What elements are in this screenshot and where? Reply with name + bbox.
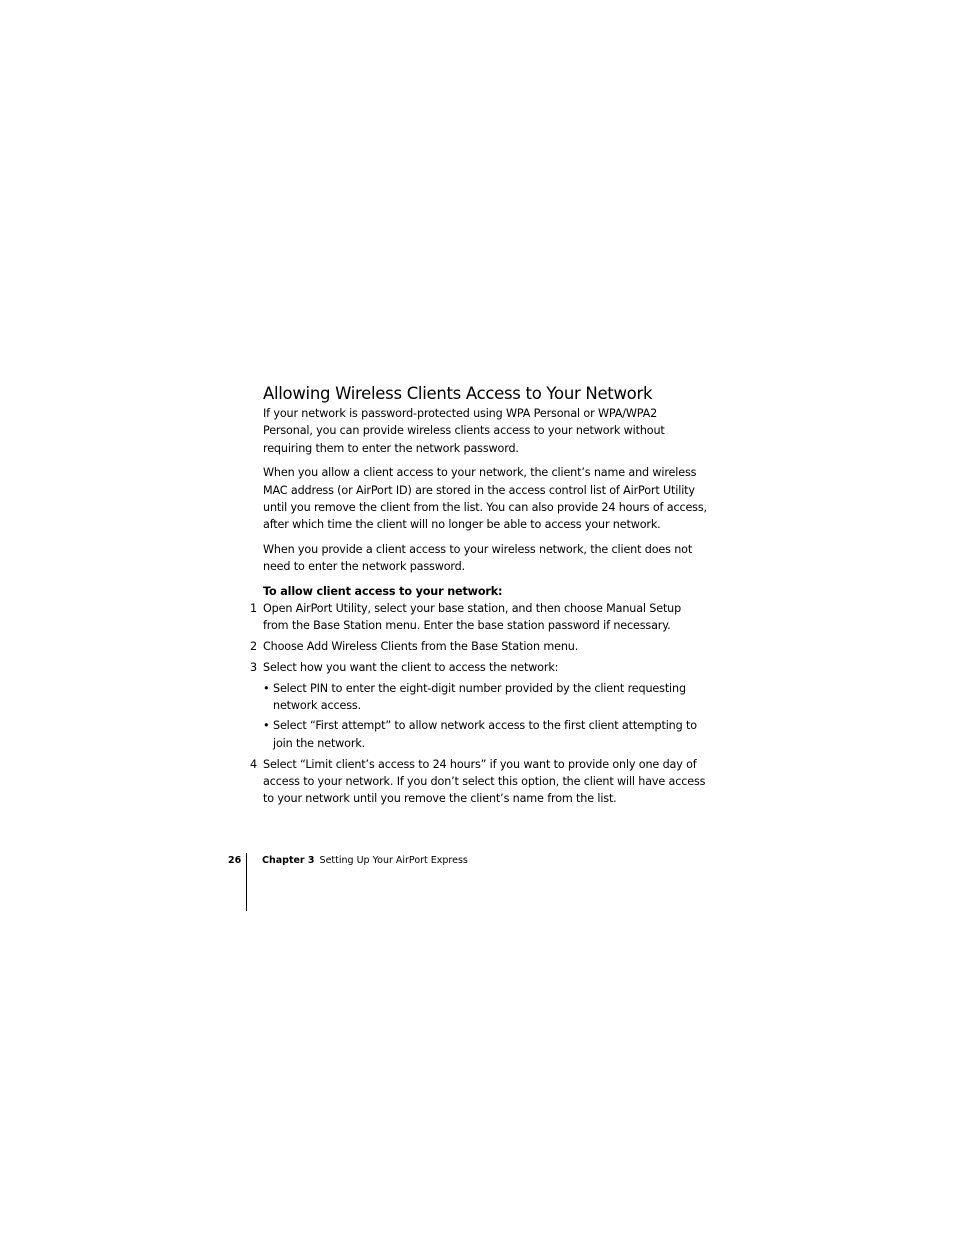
step-text: Choose Add Wireless Clients from the Base Station menu. — [263, 640, 579, 654]
paragraph-intro: If your network is password-protected using WPA Personal or WPA/WPA2 Personal, you can provide wireless clients access to your network without requiring them to enter the network password. — [263, 407, 665, 455]
bullet-icon: • — [263, 681, 270, 695]
paragraph-access-control: When you allow a client access to your network, the client’s name and wireless MAC address (or AirPort ID) are stored in the access control list of AirPort Utility until you remove the client from the list. You can also provide 24 hours of access, after which time the client will no longer be able to access your network. — [263, 466, 707, 532]
paragraph-no-password: When you provide a client access to your wireless network, the client does not need to enter the network password. — [263, 543, 693, 574]
footer-divider — [246, 853, 247, 911]
document-body — [250, 383, 709, 811]
running-footer — [262, 854, 468, 867]
step-3-options — [263, 680, 709, 752]
step-text: Select “Limit client’s access to 24 hours” if you want to provide only one day of access to your network. If you don’t select this option, the client will have access to your network until you remove the client’s name from the list. — [263, 757, 706, 806]
chapter-label: Chapter 3 — [262, 855, 315, 866]
step-4 — [250, 756, 709, 808]
step-2 — [250, 638, 709, 655]
task-title: To allow client access to your network: — [263, 585, 503, 599]
bullet-text: Select “First attempt” to allow network access to the first client attempting to join the network. — [273, 719, 697, 750]
step-1 — [250, 600, 709, 635]
chapter-title: Setting Up Your AirPort Express — [319, 855, 468, 866]
bullet-item-first-attempt — [263, 717, 709, 752]
step-number: 3 — [250, 661, 257, 675]
step-text: Select how you want the client to access the network: — [263, 661, 559, 675]
step-3 — [250, 659, 709, 676]
step-text: Open AirPort Utility, select your base station, and then choose Manual Setup from the Base Station menu. Enter the base station password if necessary. — [263, 602, 682, 633]
bullet-icon: • — [263, 719, 270, 733]
page-number: 26 — [228, 855, 242, 866]
bullet-item-pin — [263, 680, 709, 715]
section-heading: Allowing Wireless Clients Access to Your Network — [263, 384, 653, 403]
bullet-text: Select PIN to enter the eight-digit number provided by the client requesting network access. — [273, 681, 686, 713]
step-number: 2 — [250, 640, 257, 654]
step-number: 4 — [250, 757, 257, 771]
step-number: 1 — [250, 602, 257, 616]
